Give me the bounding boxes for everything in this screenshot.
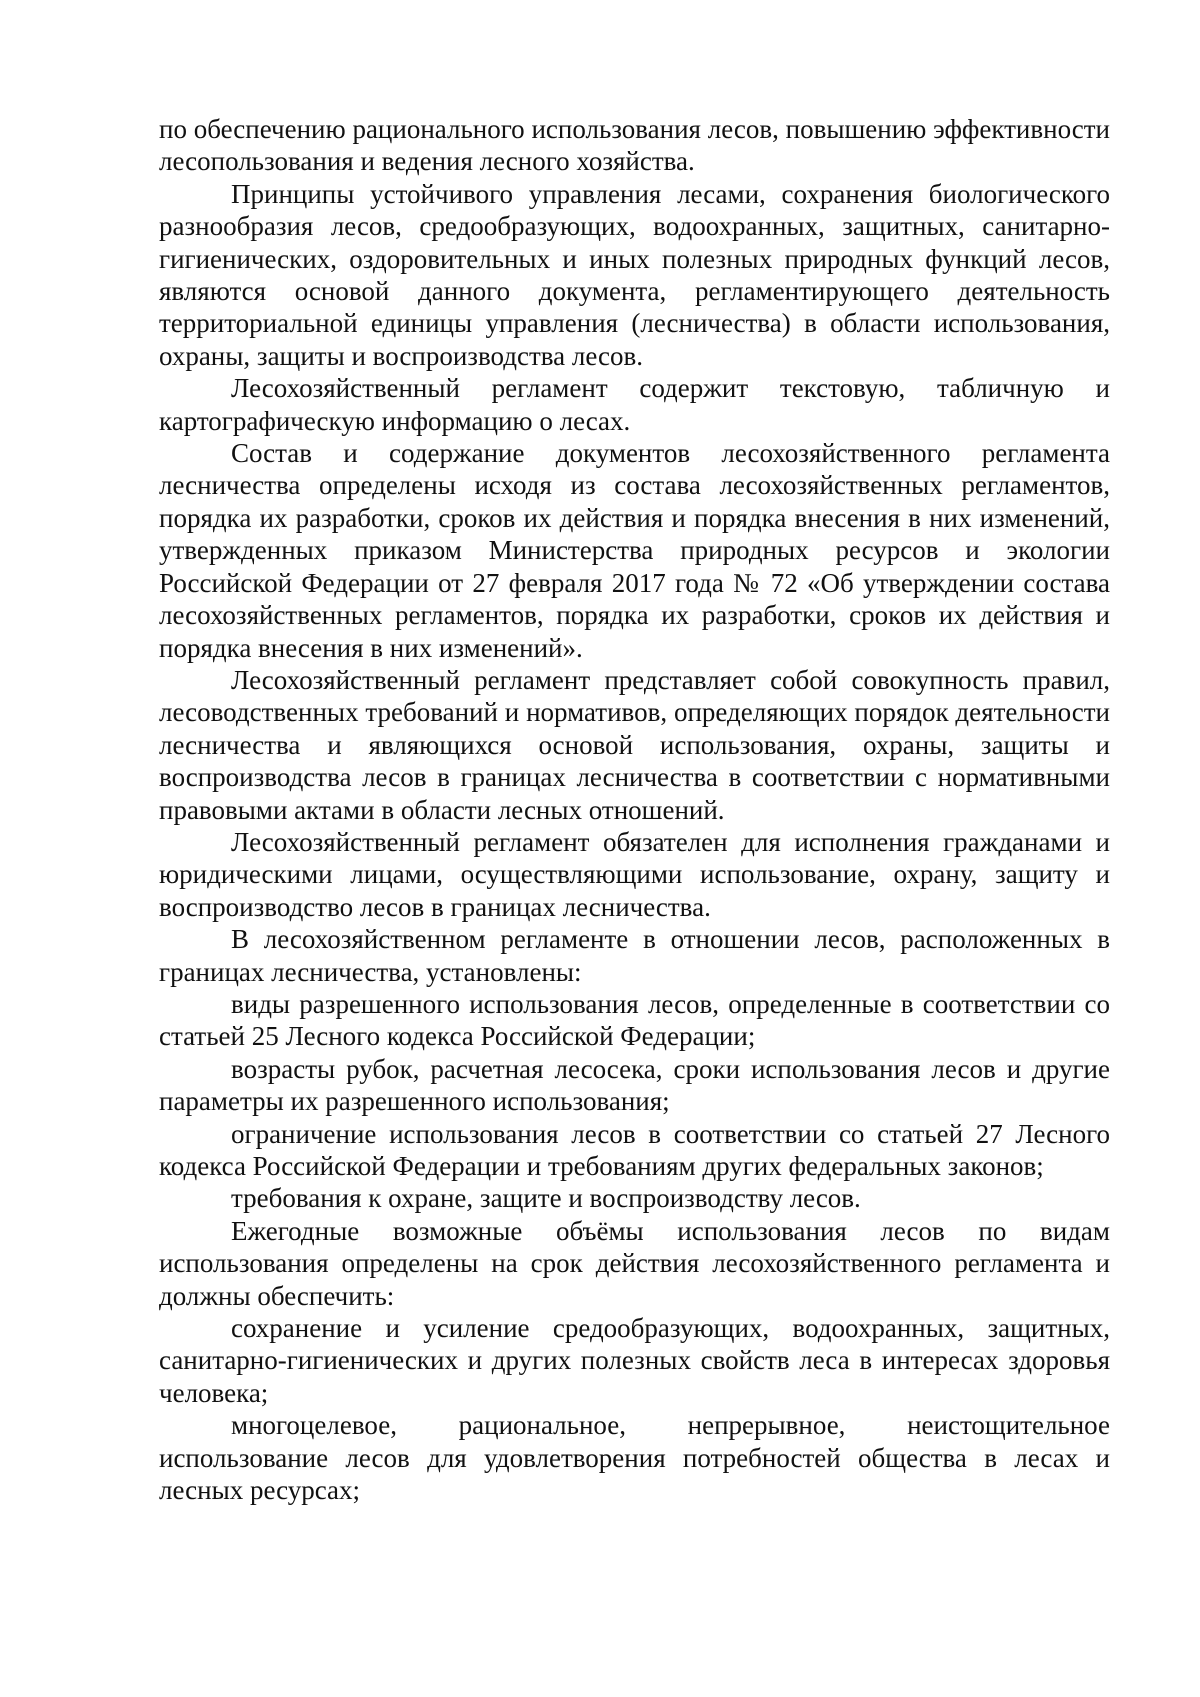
list-item-multipurpose-use: многоцелевое, рациональное, непрерывное, неистощительное использование лесов для удовлетворения потребностей общества в лесах и лесных ресурсах; [159, 1410, 1110, 1506]
paragraph-content-info: Лесохозяйственный регламент содержит текстовую, табличную и картографическую информацию о лесах. [159, 373, 1110, 436]
paragraph-established: В лесохозяйственном регламенте в отношении лесов, расположенных в границах лесничества, установлены: [159, 924, 1110, 987]
paragraph-composition: Состав и содержание документов лесохозяйственного регламента лесничества определены исходя из состава лесохозяйственных регламентов, порядка их разработки, сроков их действия и порядка внесения в них изменений, утвержденных приказом Министерства природных ресурсов и экологии Российской Федерации от 27 февраля 2017 года № 72 «Об утверждении состава лесохозяйственных регламентов, порядка их разработки, сроков их действия и порядка внесения в них изменений». [159, 438, 1110, 663]
paragraph-definition: Лесохозяйственный регламент представляет собой совокупность правил, лесоводственных требований и нормативов, определяющих порядок деятельности лесничества и являющихся основой использования, охраны, защиты и воспроизводства лесов в границах лесничества в соответствии с нормативными правовыми актами в области лесных отношений. [159, 664, 1110, 825]
paragraph-continuation: по обеспечению рационального использования лесов, повышению эффективности лесопользования и ведения лесного хозяйства. [159, 114, 1110, 177]
paragraph-principles: Принципы устойчивого управления лесами, сохранения биологического разнообразия лесов, средообразующих, водоохранных, защитных, санитарно-гигиенических, оздоровительных и иных полезных природных функций лесов, являются основой данного документа, регламентирующего деятельность территориальной единицы управления (лесничества) в области использования, охраны, защиты и воспроизводства лесов. [159, 178, 1110, 371]
list-item-restrictions: ограничение использования лесов в соответствии со статьей 27 Лесного кодекса Российской Федерации и требованиям других федеральных законов; [159, 1118, 1110, 1181]
list-item-protection-requirements: требования к охране, защите и воспроизводству лесов. [231, 1183, 861, 1214]
list-item-preservation: сохранение и усиление средообразующих, водоохранных, защитных, санитарно-гигиенических и других полезных свойств леса в интересах здоровья человека; [159, 1313, 1110, 1408]
paragraph-obligation: Лесохозяйственный регламент обязателен для исполнения гражданами и юридическими лицами, осуществляющими использование, охрану, защиту и воспроизводство лесов в границах лесничества. [159, 826, 1110, 922]
list-item-felling-ages: возрасты рубок, расчетная лесосека, сроки использования лесов и другие параметры их разрешенного использования; [159, 1053, 1110, 1117]
document-page [159, 113, 1110, 1506]
paragraph-annual-volumes: Ежегодные возможные объёмы использования лесов по видам использования определены на срок действия лесохозяйственного регламента и должны обеспечить: [159, 1215, 1110, 1311]
list-item-usage-types: виды разрешенного использования лесов, определенные в соответствии со статьей 25 Лесного кодекса Российской Федерации; [159, 988, 1110, 1052]
